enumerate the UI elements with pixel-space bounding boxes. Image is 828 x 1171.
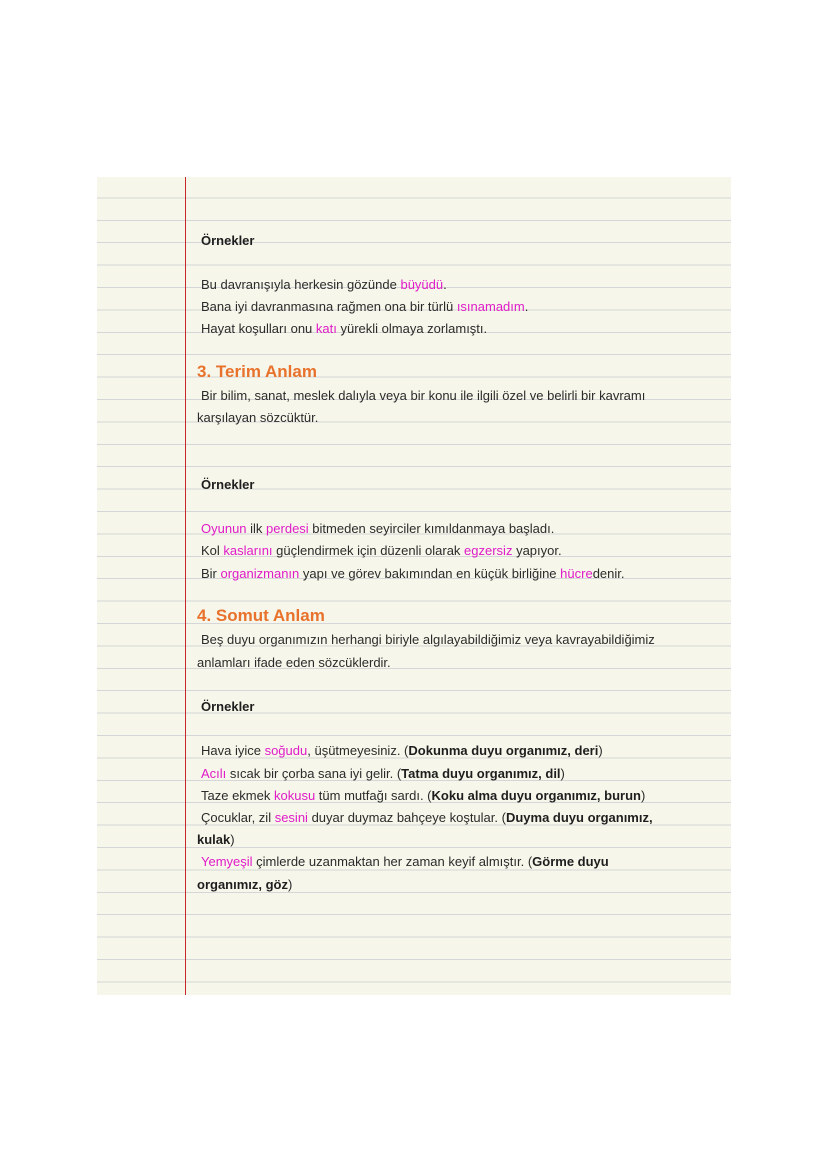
notebook-page — [97, 177, 731, 995]
bold-text: organımız, göz — [197, 877, 288, 892]
text: yapı ve görev bakımından en küçük birliğine — [299, 566, 561, 581]
example-2-1 — [201, 521, 554, 537]
text: ) — [288, 877, 293, 892]
text: Bana iyi davranmasına rağmen ona bir türlü — [201, 299, 457, 314]
text: bitmeden seyirciler kımıldanmaya başladı. — [308, 521, 555, 536]
definition-somut-line1: Beş duyu organımızın herhangi biriyle algılayabildiğimiz veya kavrayabildiğimiz — [201, 632, 655, 647]
bold-text: Tatma duyu organımız, dil — [401, 766, 561, 781]
text: Bu davranışıyla herkesin gözünde — [201, 277, 401, 292]
text: duyar duymaz bahçeye koştular. ( — [307, 810, 506, 825]
text: , üşütmeyesiniz. ( — [307, 743, 409, 758]
text: Hayat koşulları onu — [201, 321, 316, 336]
text: yürekli olmaya zorlamıştı. — [336, 321, 488, 336]
text: sıcak bir çorba sana iyi gelir. ( — [226, 766, 402, 781]
highlight-word: sesini — [274, 810, 308, 825]
highlight-word: soğudu — [264, 743, 308, 758]
definition-terim-line2: karşılayan sözcüktür. — [197, 410, 319, 425]
definition-terim-line1: Bir bilim, sanat, meslek dalıyla veya bir konu ile ilgili özel ve belirli bir kavramı — [201, 388, 646, 403]
bold-text: Görme duyu — [532, 854, 609, 869]
text: Bir — [201, 566, 221, 581]
text: Taze ekmek — [201, 788, 274, 803]
highlight-word: hücre — [560, 566, 593, 581]
text: ) — [230, 832, 235, 847]
highlight-word: katı — [315, 321, 337, 336]
example-3-1 — [201, 743, 603, 759]
highlight-word: ısınamadım — [456, 299, 525, 314]
highlight-word: egzersiz — [464, 543, 513, 558]
example-3-5 — [201, 854, 609, 870]
text: denir. — [592, 566, 625, 581]
text: Hava iyice — [201, 743, 265, 758]
examples-heading-1: Örnekler — [201, 233, 255, 248]
example-3-4 — [201, 810, 653, 826]
example-3-3 — [201, 788, 645, 804]
text: Kol — [201, 543, 224, 558]
text: güçlendirmek için düzenli olarak — [272, 543, 465, 558]
section-title-terim: 3. Terim Anlam — [197, 362, 317, 381]
highlight-word: kokusu — [273, 788, 316, 803]
highlight-word: Oyunun — [201, 521, 247, 536]
text: ) — [640, 788, 646, 803]
highlight-word: Acılı — [201, 766, 227, 781]
bold-text: Duyma duyu organımız, — [505, 810, 653, 825]
example-2-3 — [201, 566, 625, 582]
text: çimlerde uzanmaktan her zaman keyif almıştır. ( — [252, 854, 533, 869]
text: . — [524, 299, 529, 314]
text: yapıyor. — [512, 543, 562, 558]
highlight-word: perdesi — [266, 521, 309, 536]
section-title-somut: 4. Somut Anlam — [197, 606, 325, 625]
text: ilk — [246, 521, 267, 536]
highlight-word: büyüdü — [400, 277, 444, 292]
example-1-2 — [201, 299, 528, 315]
definition-somut-line2: anlamları ifade eden sözcüklerdir. — [197, 655, 391, 670]
bold-text: Dokunma duyu organımız, deri — [408, 743, 599, 758]
example-3-4-cont — [197, 832, 235, 848]
text: . — [443, 277, 447, 292]
example-3-5-cont — [197, 877, 292, 893]
text: ) — [560, 766, 565, 781]
bold-text: kulak — [197, 832, 231, 847]
highlight-word: kaslarını — [223, 543, 273, 558]
highlight-word: organizmanın — [220, 566, 300, 581]
example-3-2 — [201, 766, 565, 782]
highlight-word: Yemyeşil — [201, 854, 253, 869]
text: tüm mutfağı sardı. ( — [315, 788, 432, 803]
example-1-3 — [201, 321, 487, 337]
text: ) — [598, 743, 603, 758]
bold-text: Koku alma duyu organımız, burun — [431, 788, 641, 803]
example-2-2 — [201, 543, 562, 559]
text: Çocuklar, zil — [201, 810, 275, 825]
examples-heading-2: Örnekler — [201, 477, 255, 492]
examples-heading-3: Örnekler — [201, 699, 255, 714]
margin-line — [185, 177, 186, 995]
example-1-1 — [201, 277, 447, 293]
